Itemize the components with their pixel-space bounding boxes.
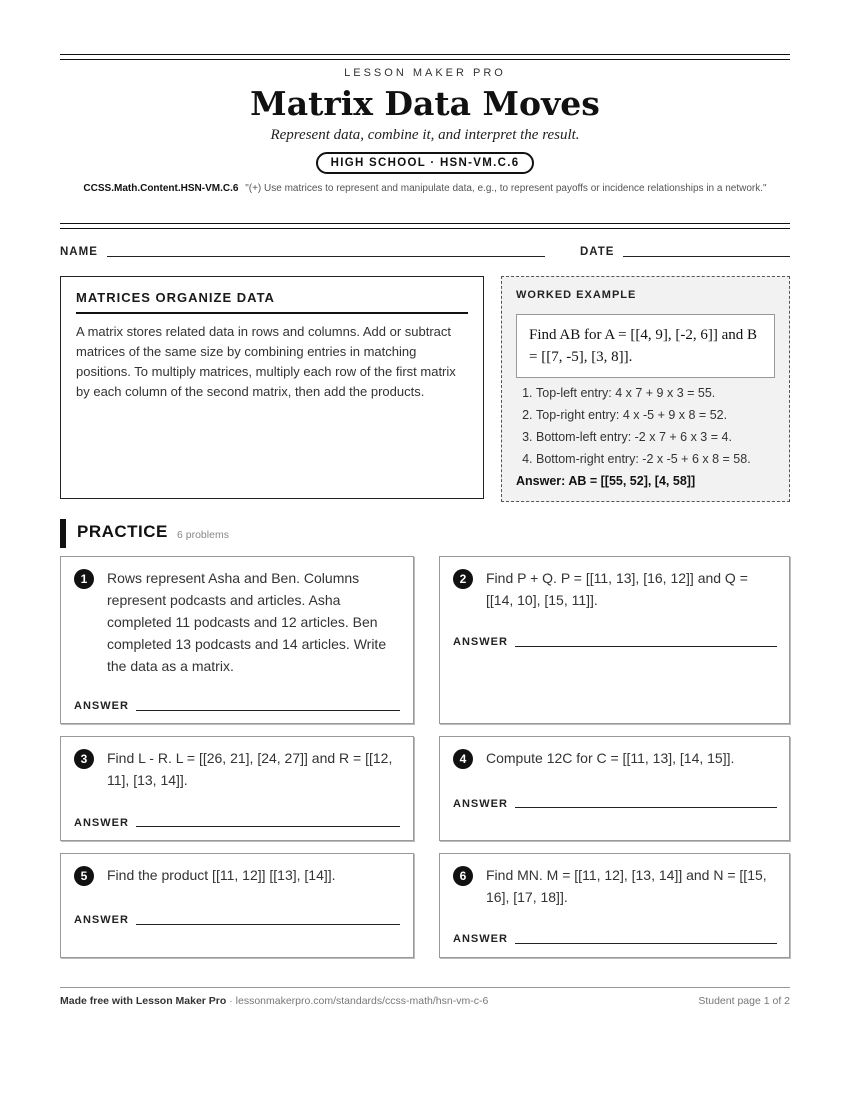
answer-field[interactable]	[515, 807, 777, 808]
problem-number: 3	[74, 749, 94, 769]
worked-step: 3. Bottom-left entry: -2 x 7 + 6 x 3 = 4.	[536, 426, 775, 448]
problem-card-4	[439, 736, 790, 841]
worked-example-box	[501, 276, 790, 502]
worked-step: 2. Top-right entry: 4 x -5 + 9 x 8 = 52.	[536, 404, 775, 426]
standard-text: "(+) Use matrices to represent and manipulate data, e.g., to represent payoffs or incidence relationships in a network."	[245, 183, 767, 194]
grade-badge-wrap	[60, 152, 790, 174]
grade-standard-badge: HIGH SCHOOL · HSN-VM.C.6	[316, 152, 535, 174]
page-subtitle: Represent data, combine it, and interpret the result.	[270, 127, 580, 143]
problem-number: 2	[453, 569, 473, 589]
name-label: NAME	[60, 246, 98, 258]
footer-credit	[60, 995, 488, 1007]
answer-label: ANSWER	[453, 933, 508, 945]
worked-step: 4. Bottom-right entry: -2 x -5 + 6 x 8 = 58.	[536, 448, 775, 470]
concept-body: A matrix stores related data in rows and columns. Add or subtract matrices of the same size by combining entries in matching positions. To multiply matrices, multiply each row of the first matrix by each column of the second matrix, then add the products.	[76, 324, 456, 399]
top-double-rule	[60, 54, 790, 60]
footer-made-with: Made free with Lesson Maker Pro	[60, 995, 227, 1007]
concept-heading: MATRICES ORGANIZE DATA	[76, 290, 468, 314]
date-label: DATE	[580, 246, 615, 258]
problem-card-3	[60, 736, 414, 841]
problem-card-5	[60, 853, 414, 958]
footer-page-number: Student page 1 of 2	[698, 995, 790, 1007]
worked-step: 1. Top-left entry: 4 x 7 + 9 x 3 = 55.	[536, 382, 775, 404]
problem-card-6	[439, 853, 790, 958]
answer-label: ANSWER	[453, 636, 508, 648]
answer-field[interactable]	[136, 710, 400, 711]
header-bottom-double-rule	[60, 223, 790, 229]
problem-number: 5	[74, 866, 94, 886]
practice-count: 6 problems	[177, 529, 229, 541]
practice-heading: PRACTICE	[77, 522, 168, 541]
problem-number: 1	[74, 569, 94, 589]
footer-url[interactable]: · lessonmakerpro.com/standards/ccss-math/hsn-vm-c-6	[226, 995, 489, 1007]
standard-description	[60, 181, 790, 197]
problem-text: Find P + Q. P = [[11, 13], [16, 12]] and Q = [[14, 10], [15, 11]].	[486, 570, 748, 608]
worked-example-heading: WORKED EXAMPLE	[516, 289, 637, 301]
answer-label: ANSWER	[74, 700, 129, 712]
problem-number: 6	[453, 866, 473, 886]
answer-label: ANSWER	[74, 817, 129, 829]
problem-card-1	[60, 556, 414, 724]
practice-accent-bar	[60, 519, 66, 548]
problem-text: Rows represent Asha and Ben. Columns represent podcasts and articles. Asha completed 11 podcasts and 12 articles. Ben completed 13 podcasts and 14 articles. Write the data as a matrix.	[107, 570, 387, 674]
brand-name: LESSON MAKER PRO	[344, 67, 506, 79]
worked-example-answer: Answer: AB = [[55, 52], [4, 58]]	[516, 474, 696, 488]
problem-text: Find the product [[11, 12]] [[13], [14]].	[107, 867, 336, 883]
answer-field[interactable]	[136, 826, 400, 827]
answer-field[interactable]	[136, 924, 400, 925]
name-field[interactable]	[107, 256, 545, 257]
worked-example-steps	[516, 382, 775, 470]
answer-field[interactable]	[515, 943, 777, 944]
problem-text: Find L - R. L = [[26, 21], [24, 27]] and R = [[12, 11], [13, 14]].	[107, 750, 393, 788]
problem-text: Find MN. M = [[11, 12], [13, 14]] and N = [[15, 16], [17, 18]].	[486, 867, 767, 905]
concept-box	[60, 276, 484, 499]
answer-field[interactable]	[515, 646, 777, 647]
problem-number: 4	[453, 749, 473, 769]
problem-text: Compute 12C for C = [[11, 13], [14, 15]].	[486, 750, 735, 766]
answer-label: ANSWER	[453, 798, 508, 810]
answer-label: ANSWER	[74, 914, 129, 926]
worked-example-problem: Find AB for A = [[4, 9], [-2, 6]] and B = [[7, -5], [3, 8]].	[516, 314, 775, 378]
date-field[interactable]	[623, 256, 790, 257]
page-title: Matrix Data Moves	[250, 84, 600, 123]
footer-rule	[60, 987, 790, 988]
problem-card-2	[439, 556, 790, 724]
standard-code: CCSS.Math.Content.HSN-VM.C.6	[83, 183, 239, 194]
